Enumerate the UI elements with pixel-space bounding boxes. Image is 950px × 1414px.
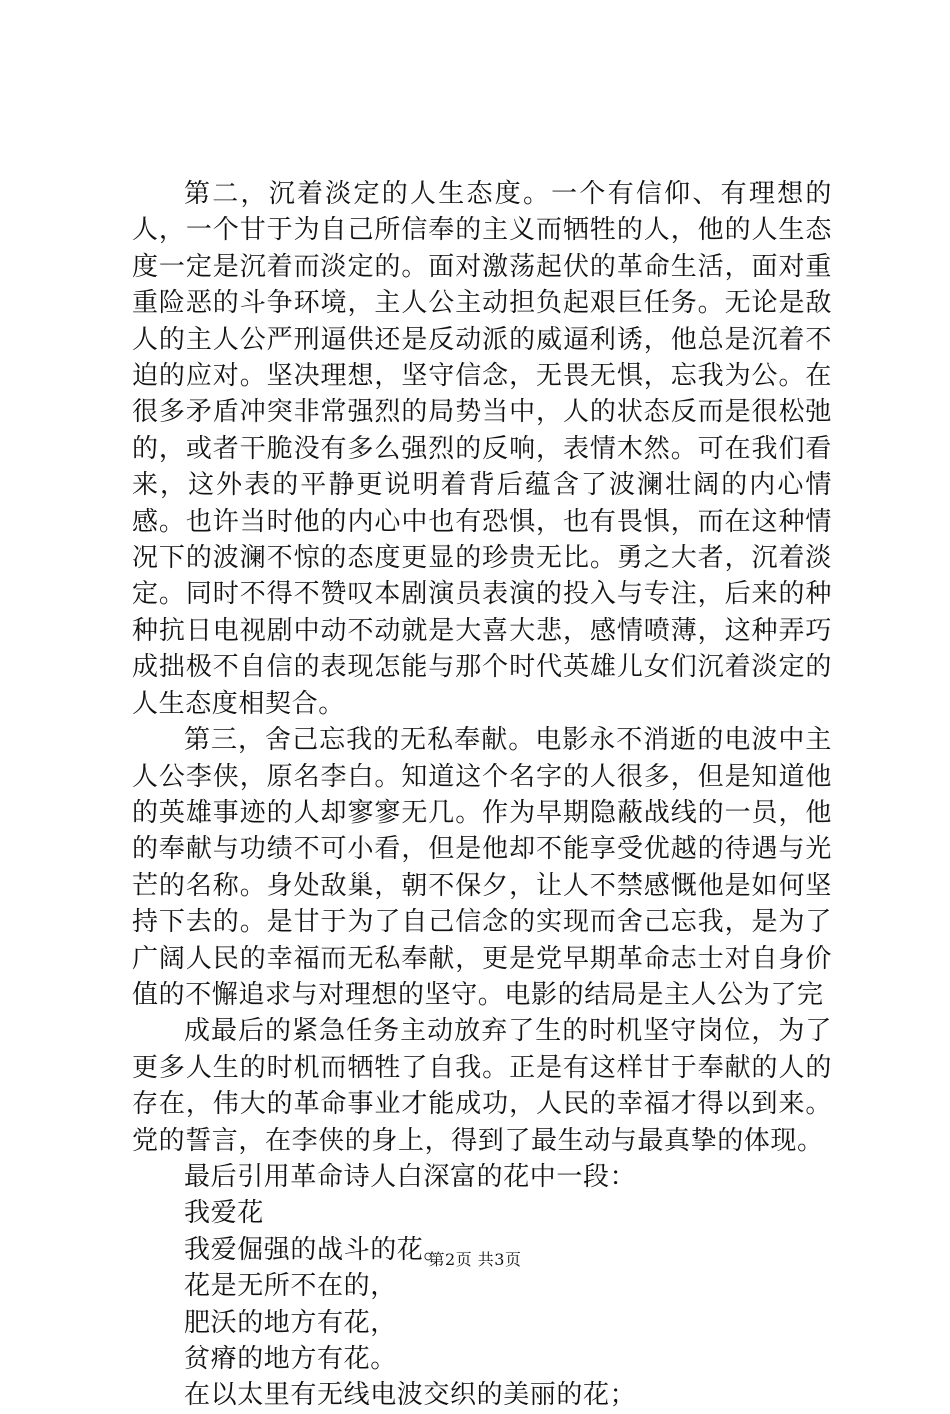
poem-excerpt bbox=[132, 1195, 832, 1413]
poem-line: 贫瘠的地方有花。 bbox=[184, 1344, 397, 1374]
paragraph-composure: 第二，沉着淡定的人生态度。一个有信仰、有理想的人，一个甘于为自己所信奉的主义而牺牲的人，他的人生态度一定是沉着而淡定的。面对激荡起伏的革命生活，面对重重险恶的斗争环境，主人公主动担负起艰巨任务。无论是敌人的主人公严刑逼供还是反动派的威逼利诱，他总是沉着不迫的应对。坚决理想，坚守信念，无畏无惧，忘我为公。在很多矛盾冲突非常强烈的局势当中，人的状态反而是很松弛的，或者干脆没有多么强烈的反响，表情木然。可在我们看来，这外表的平静更说明着背后蕴含了波澜壮阔的内心情感。也许当时他的内心中也有恐惧，也有畏惧，而在这种情况下的波澜不惊的态度更显的珍贵无比。勇之大者，沉着淡定。同时不得不赞叹本剧演员表演的投入与专注，后来的种种抗日电视剧中动不动就是大喜大悲，感情喷薄，这种弄巧成拙极不自信的表现怎能与那个时代英雄儿女们沉着淡定的人生态度相契合。 bbox=[132, 179, 832, 719]
paragraph-sacrifice: 成最后的紧急任务主动放弃了生的时机坚守岗位，为了更多人生的时机而牺牲了自我。正是有这样甘于奉献的人的存在，伟大的革命事业才能成功，人民的幸福才得以到来。党的誓言，在李侠的身上，得到了最生动与最真挚的体现。 bbox=[132, 1016, 832, 1156]
poem-line: 肥沃的地方有花， bbox=[184, 1307, 397, 1338]
poem-line: 在以太里有无线电波交织的美丽的花； bbox=[184, 1380, 637, 1411]
poem-line: 我爱倔强的战斗的花。 bbox=[184, 1234, 451, 1265]
body-text bbox=[132, 176, 832, 1414]
page-number-footer: 第2页 共3页 bbox=[428, 1250, 522, 1269]
paragraph-poem-intro: 最后引用革命诗人白深富的花中一段： bbox=[184, 1161, 637, 1192]
paragraph-selfless-dedication: 第三，舍己忘我的无私奉献。电影永不消逝的电波中主人公李侠，原名李白。知道这个名字的人很多，但是知道他的英雄事迹的人却寥寥无几。作为早期隐蔽战线的一员，他的奉献与功绩不可小看，但是他却不能享受优越的待遇与光芒的名称。身处敌巢，朝不保夕，让人不禁感慨他是如何坚持下去的。是甘于为了自己信念的实现而舍己忘我，是为了广阔人民的幸福而无私奉献，更是党早期革命志士对自身价值的不懈追求与对理想的坚守。电影的结局是主人公为了完 bbox=[132, 725, 832, 1010]
poem-line: 我爱花 bbox=[184, 1198, 264, 1229]
poem-line: 花是无所不在的， bbox=[184, 1271, 397, 1302]
